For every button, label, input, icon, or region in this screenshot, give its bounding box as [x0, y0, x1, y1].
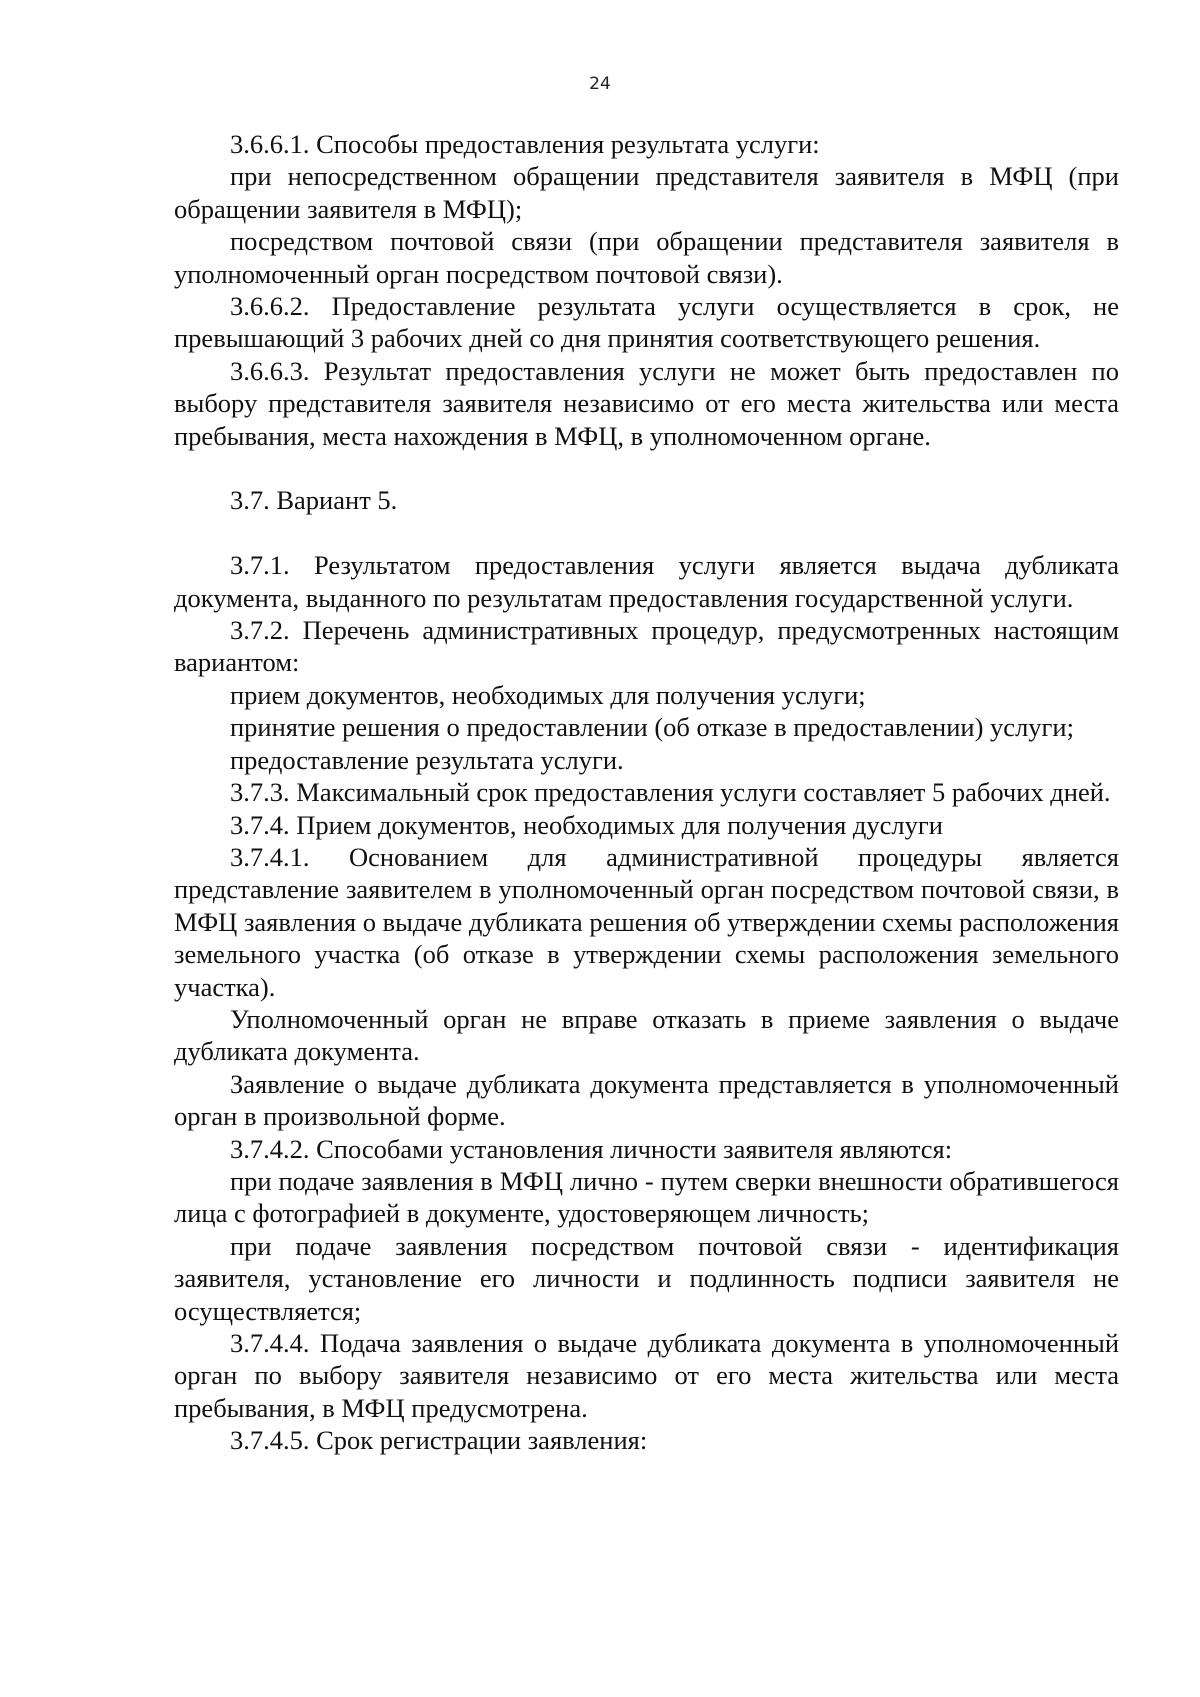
list-item-result: предоставление результата услуги. [230, 744, 624, 775]
paragraph-3-7-4: 3.7.4. Прием документов, необходимых для получения дуслуги [230, 809, 943, 840]
section-heading-3-7: 3.7. Вариант 5. [230, 485, 398, 516]
paragraph-3-7-3: 3.7.3. Максимальный срок предоставления услуги составляет 5 рабочих дней. [230, 777, 1111, 808]
paragraph-3-7-4-4: 3.7.4.4. Подача заявления о выдаче дубликата документа в уполномоченный орган по выбору заявителя независимо от его места жительства или места пребывания, в МФЦ предусмотрена. [174, 1328, 1119, 1423]
paragraph-free-form: Заявление о выдаче дубликата документа представляется в уполномоченный орган в произвольной форме. [174, 1068, 1119, 1132]
paragraph-3-7-4-1: 3.7.4.1. Основанием для административной процедуры является представление заявителем в уполномоченный орган посредством почтовой связи, в МФЦ заявления о выдаче дубликата решения об утверждении схемы расположения земельного участка (об отказе в утверждении схемы расположения земельного участка). [174, 841, 1119, 1002]
page-number: 24 [589, 74, 611, 94]
paragraph-in-person: при подаче заявления в МФЦ лично - путем сверки внешности обратившегося лица с фотографией в документе, удостоверяющем личность; [174, 1165, 1119, 1229]
paragraph-3-7-4-5: 3.7.4.5. Срок регистрации заявления: [230, 1425, 648, 1456]
document-body [174, 128, 1119, 1457]
paragraph-3-7-1: 3.7.1. Результатом предоставления услуги является выдача дубликата документа, выданного по результатам предоставления государственной услуги. [174, 550, 1119, 613]
paragraph-no-refusal: Уполномоченный орган не вправе отказать в приеме заявления о выдаче дубликата документа. [174, 1003, 1119, 1067]
paragraph-3-7-4-2: 3.7.4.2. Способами установления личности заявителя являются: [230, 1133, 953, 1164]
paragraph-mfc-direct: при непосредственном обращении представителя заявителя в МФЦ (при обращении заявителя в МФЦ); [174, 161, 1119, 224]
paragraph-postal: посредством почтовой связи (при обращении представителя заявителя в уполномоченный орган посредством почтовой связи). [174, 226, 1119, 289]
paragraph-3-6-6-2: 3.6.6.2. Предоставление результата услуги осуществляется в срок, не превышающий 3 рабочих дней со дня принятия соответствующего решения. [174, 291, 1119, 354]
list-item-receive-docs: прием документов, необходимых для получения услуги; [230, 679, 866, 710]
list-item-decision: принятие решения о предоставлении (об отказе в предоставлении) услуги; [230, 712, 1074, 743]
paragraph-by-post: при подаче заявления посредством почтовой связи - идентификация заявителя, установление его личности и подлинность подписи заявителя не осуществляется; [174, 1230, 1119, 1326]
paragraph-spacer [174, 517, 1119, 549]
paragraph-3-6-6-3: 3.6.6.3. Результат предоставления услуги не может быть предоставлен по выбору представителя заявителя независимо от его места жительства или места пребывания, места нахождения в МФЦ, в уполномоченном органе. [174, 355, 1119, 451]
paragraph-3-7-2: 3.7.2. Перечень административных процедур, предусмотренных настоящим вариантом: [174, 615, 1119, 678]
paragraph-3-6-6-1: 3.6.6.1. Способы предоставления результата услуги: [230, 129, 820, 159]
paragraph-spacer [174, 452, 1119, 484]
